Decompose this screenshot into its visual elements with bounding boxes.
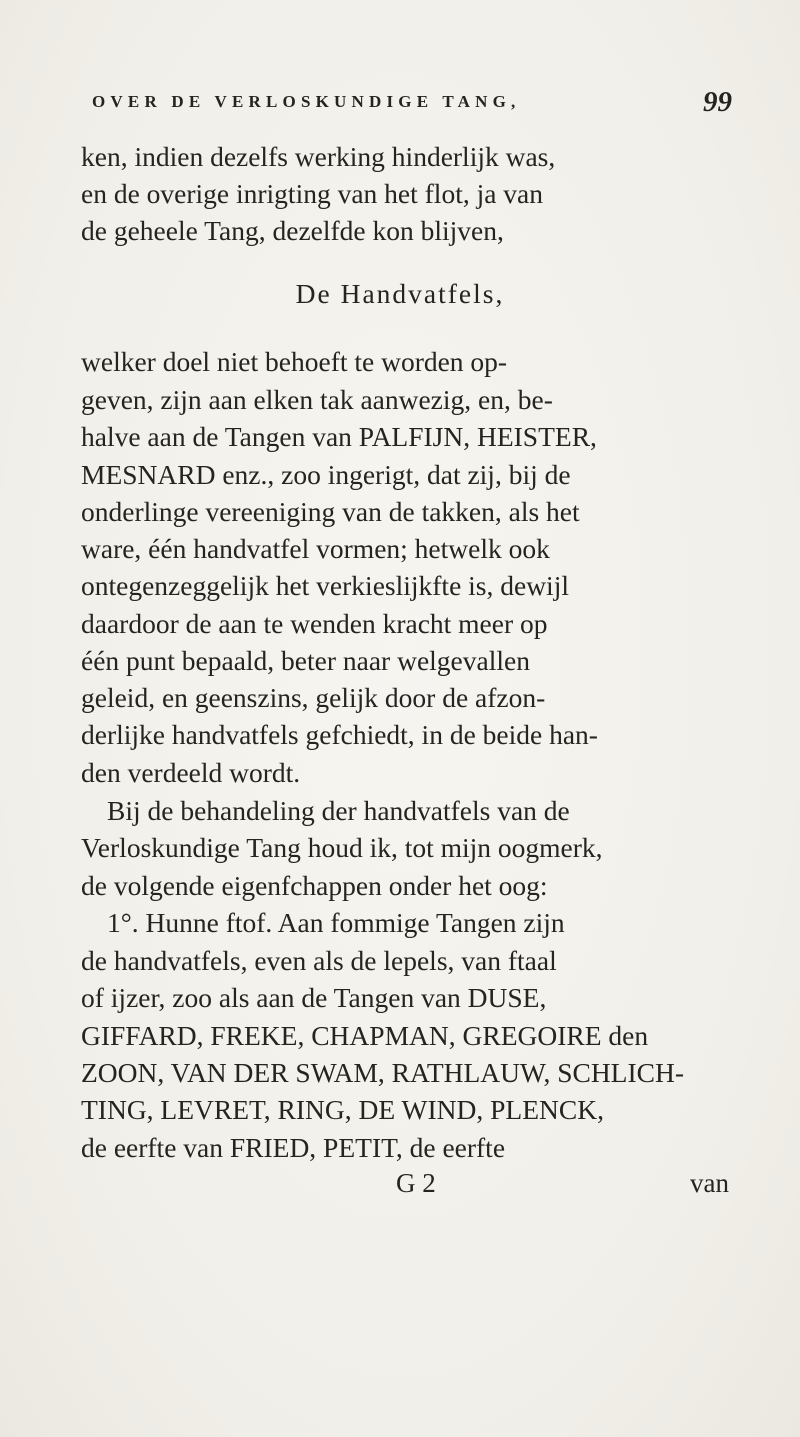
section-heading: De Handvatfels,	[295, 278, 505, 309]
text-line: TING, LEVRET, RING, DE WIND, PLENCK,	[81, 1094, 604, 1125]
page-header	[92, 88, 732, 124]
text-line: of ijzer, zoo als aan de Tangen van DUSE,	[81, 982, 547, 1013]
page-footer	[0, 1168, 800, 1204]
text-line: de volgende eigenfchappen onder het oog:	[81, 870, 548, 901]
text-line: één punt bepaald, beter naar welgevallen	[81, 645, 530, 676]
text-line: daardoor de aan te wenden kracht meer op	[81, 608, 548, 639]
text-line: Verloskundige Tang houd ik, tot mijn oogmerk,	[81, 832, 603, 863]
text-line: de handvatfels, even als de lepels, van ftaal	[81, 945, 557, 976]
text-line: geleid, en geenszins, gelijk door de afzon-	[81, 682, 546, 713]
text-line: onderlinge vereeniging van de takken, als het	[81, 496, 580, 527]
text-line: den verdeeld wordt.	[81, 757, 301, 788]
text-line: Bij de behandeling der handvatfels van de	[107, 795, 570, 826]
text-line: en de overige inrigting van het flot, ja van	[81, 178, 544, 209]
text-line: welker doel niet behoeft te worden op-	[81, 346, 508, 377]
text-line: ontegenzeggelijk het verkieslijkfte is, dewijl	[81, 570, 569, 601]
text-line: halve aan de Tangen van PALFIJN, HEISTER,	[81, 421, 597, 452]
text-line: de geheele Tang, dezelfde kon blijven,	[81, 215, 504, 246]
text-line: ken, indien dezelfs werking hinderlijk was,	[81, 141, 556, 172]
page-number: 99	[703, 86, 732, 118]
text-line: ware, één handvatfel vormen; hetwelk ook	[81, 533, 550, 564]
text-line: 1°. Hunne ftof. Aan fommige Tangen zijn	[107, 907, 565, 938]
text-line: derlijke handvatfels gefchiedt, in de beide han-	[81, 719, 598, 750]
text-line: GIFFARD, FREKE, CHAPMAN, GREGOIRE den	[81, 1020, 649, 1051]
catchword: van	[690, 1168, 729, 1198]
text-line: MESNARD enz., zoo ingerigt, dat zij, bij de	[81, 459, 571, 490]
text-line: ZOON, VAN DER SWAM, RATHLAUW, SCHLICH-	[81, 1057, 684, 1088]
running-title: OVER DE VERLOSKUNDIGE TANG,	[92, 92, 521, 111]
signature-mark: G 2	[396, 1168, 436, 1198]
text-line: geven, zijn aan elken tak aanwezig, en, be-	[81, 384, 553, 415]
text-line: de eerfte van FRIED, PETIT, de eerfte	[81, 1132, 506, 1163]
